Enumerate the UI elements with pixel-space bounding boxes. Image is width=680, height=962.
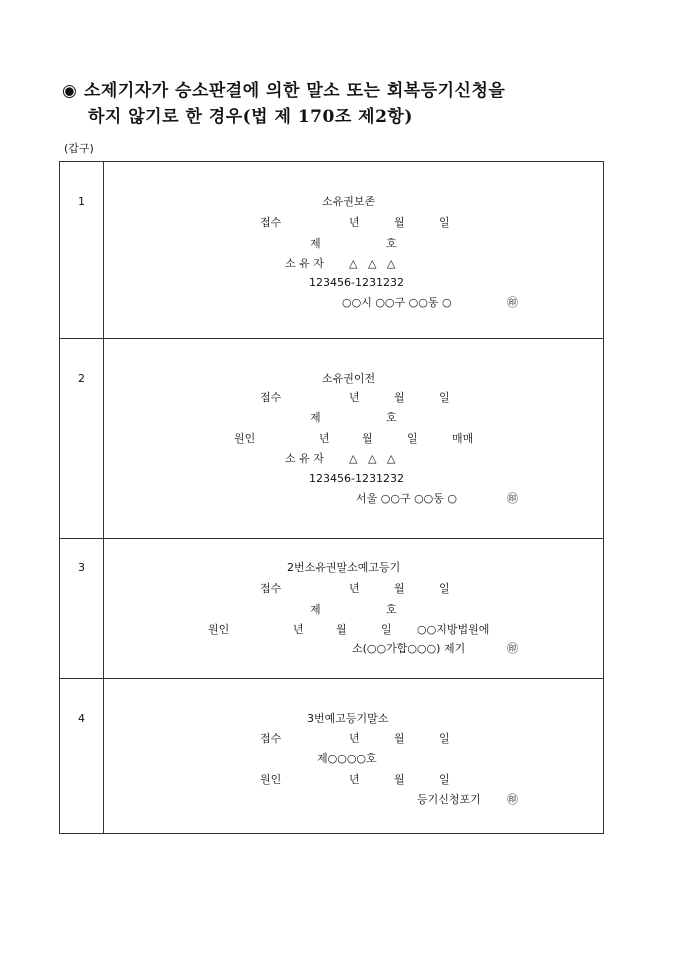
receipt-month: 월 bbox=[394, 216, 405, 229]
entry-number: 2 bbox=[60, 339, 104, 539]
receipt-month: 월 bbox=[394, 732, 405, 745]
receipt-month: 월 bbox=[394, 391, 405, 404]
owner-id: 123456-1231232 bbox=[309, 276, 404, 289]
cause-month: 월 bbox=[362, 432, 373, 445]
cause-year: 년 bbox=[349, 773, 360, 786]
receipt-day: 일 bbox=[439, 216, 450, 229]
title-line-1: ◉ 소제기자가 승소판결에 의한 말소 또는 회복등기신청을 bbox=[62, 78, 662, 104]
seal-mark: ㊞ bbox=[507, 642, 518, 655]
number-suffix: 호 bbox=[386, 411, 397, 424]
owner-marks: △ △ △ bbox=[349, 452, 396, 465]
registration-number: 제○○○○호 bbox=[317, 752, 377, 765]
receipt-year: 년 bbox=[349, 582, 360, 595]
bullet-icon: ◉ bbox=[62, 81, 78, 101]
receipt-year: 년 bbox=[349, 391, 360, 404]
table-row bbox=[60, 679, 604, 834]
document-title bbox=[62, 78, 662, 130]
number-prefix: 제 bbox=[310, 411, 321, 424]
entry-number: 3 bbox=[60, 539, 104, 679]
section-label: (갑구) bbox=[64, 142, 94, 155]
cause-day: 일 bbox=[407, 432, 418, 445]
cause-label: 원인 bbox=[208, 623, 230, 636]
entry-heading: 3번예고등기말소 bbox=[307, 712, 389, 725]
number-suffix: 호 bbox=[386, 603, 397, 616]
cause-day: 일 bbox=[381, 623, 392, 636]
seal-mark: ㊞ bbox=[507, 296, 518, 309]
receipt-day: 일 bbox=[439, 391, 450, 404]
receipt-label: 접수 bbox=[260, 216, 282, 229]
entry-number: 1 bbox=[60, 162, 104, 339]
entry-content bbox=[104, 162, 604, 339]
waiver-text: 등기신청포기 bbox=[417, 793, 481, 806]
receipt-day: 일 bbox=[439, 732, 450, 745]
cause-day: 일 bbox=[439, 773, 450, 786]
entry-content bbox=[104, 339, 604, 539]
receipt-year: 년 bbox=[349, 732, 360, 745]
entry-heading: 2번소유권말소예고등기 bbox=[287, 561, 401, 574]
owner-label: 소 유 자 bbox=[285, 452, 324, 465]
title-line-2: 하지 않기로 한 경우(법 제 170조 제2항) bbox=[88, 107, 413, 127]
receipt-day: 일 bbox=[439, 582, 450, 595]
entry-heading: 소유권보존 bbox=[322, 195, 376, 208]
number-suffix: 호 bbox=[386, 237, 397, 250]
cause-label: 원인 bbox=[234, 432, 256, 445]
table-row bbox=[60, 539, 604, 679]
table-row bbox=[60, 162, 604, 339]
owner-label: 소 유 자 bbox=[285, 257, 324, 270]
receipt-month: 월 bbox=[394, 582, 405, 595]
suit-filing: 소(○○가합○○○) 제기 bbox=[352, 642, 466, 655]
seal-mark: ㊞ bbox=[507, 793, 518, 806]
cause-month: 월 bbox=[394, 773, 405, 786]
receipt-label: 접수 bbox=[260, 391, 282, 404]
register-table bbox=[59, 161, 604, 834]
owner-marks: △ △ △ bbox=[349, 257, 396, 270]
cause-court: ○○지방법원에 bbox=[417, 623, 490, 636]
number-prefix: 제 bbox=[310, 603, 321, 616]
receipt-year: 년 bbox=[349, 216, 360, 229]
entry-content bbox=[104, 539, 604, 679]
entry-content bbox=[104, 679, 604, 834]
owner-address: 서울 ○○구 ○○동 ○ bbox=[356, 492, 457, 505]
owner-address: ○○시 ○○구 ○○동 ○ bbox=[342, 296, 452, 309]
receipt-label: 접수 bbox=[260, 582, 282, 595]
entry-number: 4 bbox=[60, 679, 104, 834]
table-row bbox=[60, 339, 604, 539]
cause-label: 원인 bbox=[260, 773, 282, 786]
cause-year: 년 bbox=[319, 432, 330, 445]
cause-month: 월 bbox=[336, 623, 347, 636]
cause-type: 매매 bbox=[452, 432, 474, 445]
number-prefix: 제 bbox=[310, 237, 321, 250]
owner-id: 123456-1231232 bbox=[309, 472, 404, 485]
seal-mark: ㊞ bbox=[507, 492, 518, 505]
cause-year: 년 bbox=[293, 623, 304, 636]
receipt-label: 접수 bbox=[260, 732, 282, 745]
entry-heading: 소유권이전 bbox=[322, 372, 376, 385]
